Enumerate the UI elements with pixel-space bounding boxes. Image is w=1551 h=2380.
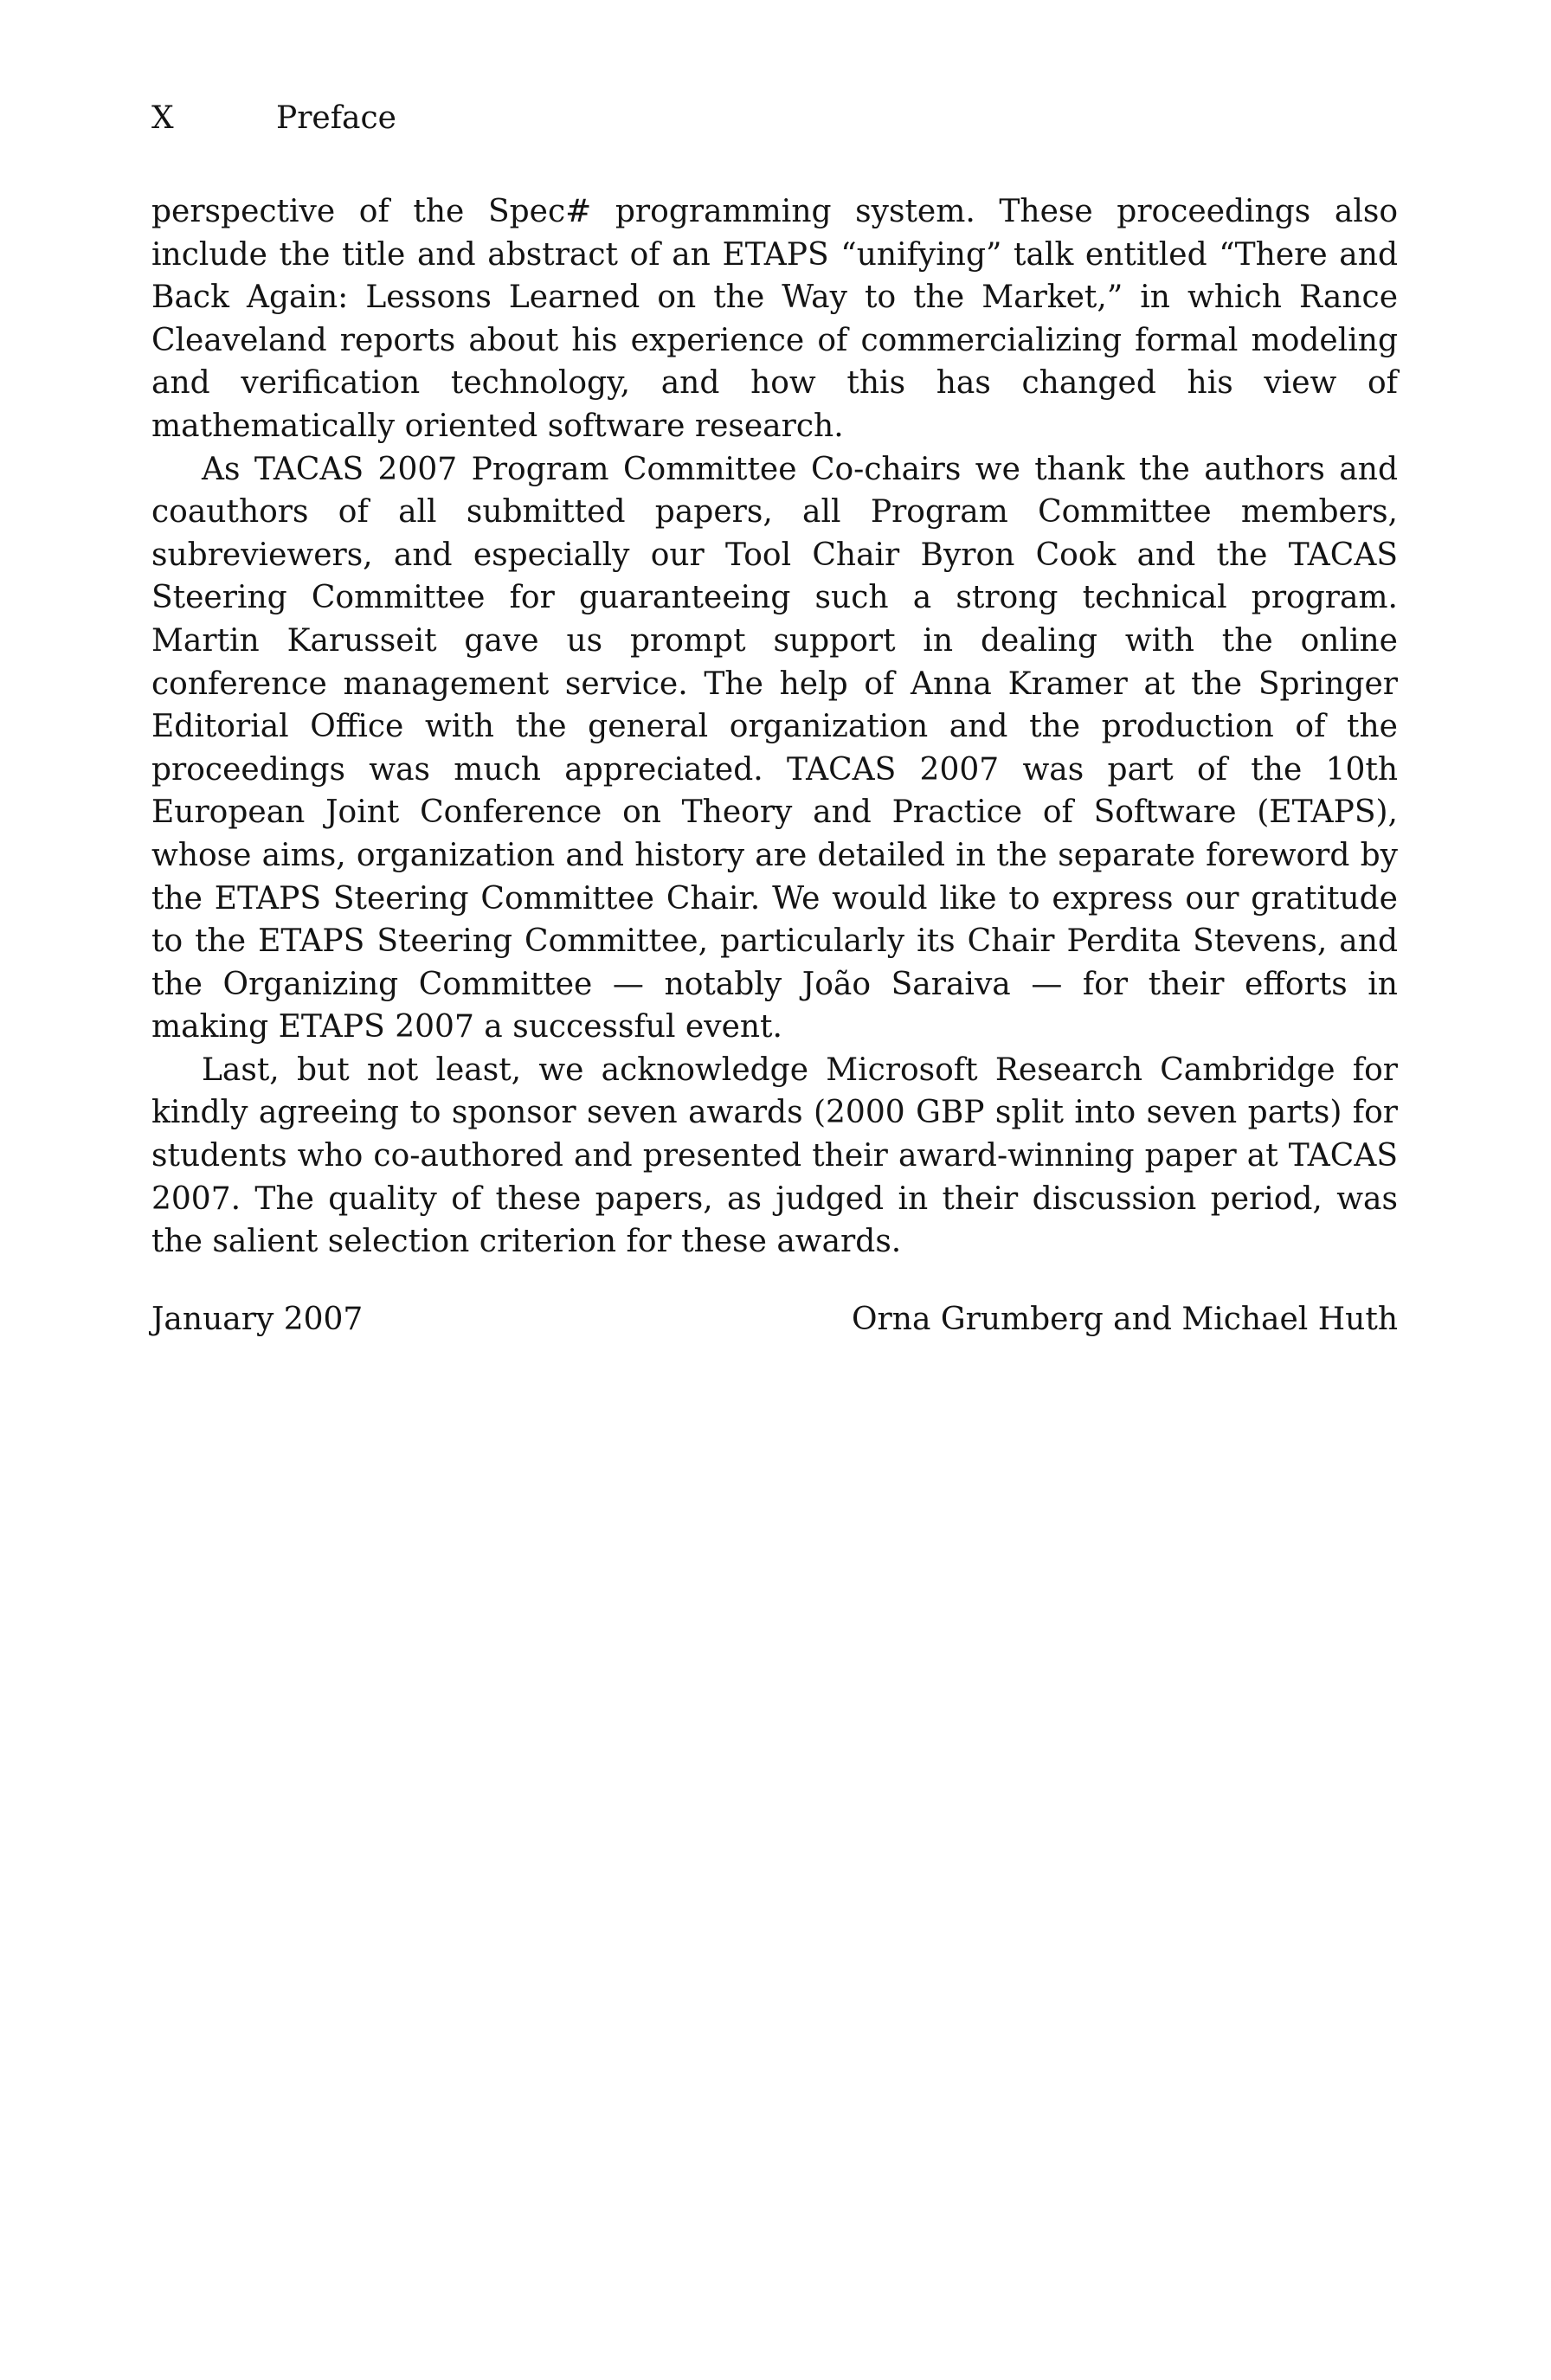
paragraph-awards: Last, but not least, we acknowledge Microsoft Research Cambridge for kindly agreeing to sponsor seven awards (2000 GBP split into seven parts) for students who co-authored and presented their award-winning paper at TACAS 2007. The quality of these papers, as judged in their discussion period, was the salient selection criterion for these awards.	[151, 1052, 1398, 1260]
paragraph-continuation: perspective of the Spec# programming system. These proceedings also include the title and abstract of an ETAPS “unifying” talk entitled “There and Back Again: Lessons Learned on the Way to the Market,” in which Rance Cleaveland reports about his experience of commercializing formal modeling and verification technology, and how this has changed his view of mathematically oriented software research.	[151, 194, 1398, 444]
page-number: X	[151, 100, 174, 136]
paragraph-acknowledgements: As TACAS 2007 Program Committee Co-chairs we thank the authors and coauthors of all submitted papers, all Program Committee members, subreviewers, and especially our Tool Chair Byron Cook and the TACAS Steering Committee for guaranteeing such a strong technical program. Martin Karusseit gave us prompt support in dealing with the online conference management service. The help of Anna Kramer at the Springer Editorial Office with the general organization and the production of the proceedings was much appreciated. TACAS 2007 was part of the 10th European Joint Conference on Theory and Practice of Software (ETAPS), whose aims, organization and history are detailed in the separate foreword by the ETAPS Steering Committee Chair. We would like to express our gratitude to the ETAPS Steering Committee, particularly its Chair Perdita Stevens, and the Organizing Committee — notably João Saraiva — for their efforts in making ETAPS 2007 a successful event.	[151, 451, 1398, 1045]
preface-authors: Orna Grumberg and Michael Huth	[852, 1302, 1398, 1337]
signature-line	[151, 1298, 1398, 1350]
running-head	[151, 97, 1398, 149]
section-title: Preface	[276, 100, 396, 136]
preface-body	[151, 190, 1398, 1264]
preface-date: January 2007	[151, 1302, 364, 1337]
